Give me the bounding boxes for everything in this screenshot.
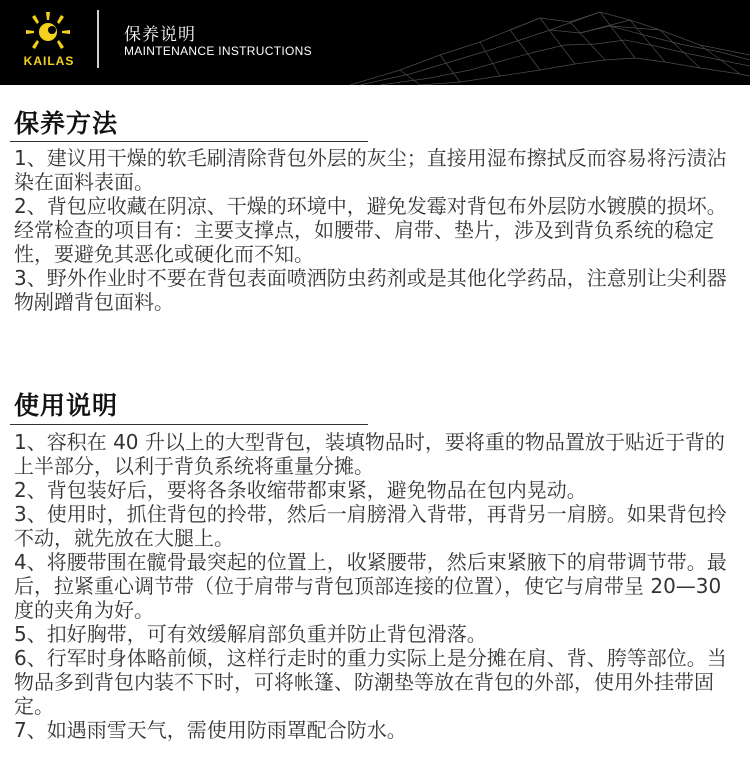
sun-logo-icon — [24, 10, 72, 52]
usage-item: 4、将腰带围在髋骨最突起的位置上，收紧腰带，然后束紧腋下的肩带调节带。最后，拉紧重心调节带（位于肩带与背包顶部连接的位置），使它与肩带呈 20—30 度的夹角为好。 — [14, 550, 727, 622]
logo-wordmark: KAILAS — [23, 54, 75, 68]
usage-section-title: 使用说明 — [14, 391, 119, 420]
maintenance-section-title: 保养方法 — [14, 109, 119, 138]
usage-item: 5、扣好胸带，可有效缓解肩部负重并防止背包滑落。 — [14, 622, 487, 646]
header-title-cn: 保养说明 — [124, 25, 196, 45]
kailas-logo — [14, 10, 84, 72]
usage-item: 3、使用时，抓住背包的拎带，然后一肩膀滑入背带，再背另一肩膀。如果背包拎不动，就先放在大腿上。 — [14, 502, 727, 550]
maintenance-item: 1、建议用干燥的软毛刷清除背包外层的灰尘；直接用湿布擦拭反而容易将污渍沾染在面料表面。 — [14, 146, 727, 194]
usage-title-underline — [10, 424, 368, 425]
usage-item: 2、背包装好后，要将各条收缩带都束紧，避免物品在包内晃动。 — [14, 478, 587, 502]
usage-item: 7、如遇雨雪天气，需使用防雨罩配合防水。 — [14, 718, 407, 742]
header-title-en: MAINTENANCE INSTRUCTIONS — [124, 44, 312, 58]
mountain-wireframe-image — [0, 0, 750, 85]
usage-item: 6、行军时身体略前倾，这样行走时的重力实际上是分摊在肩、背、胯等部位。当物品多到背包内装不下时，可将帐篷、防潮垫等放在背包的外部，使用外挂带固定。 — [14, 646, 727, 718]
maintenance-list — [14, 146, 742, 314]
header-divider — [97, 10, 99, 68]
usage-item: 1、容积在 40 升以上的大型背包，装填物品时，要将重的物品置放于贴近于背的上半部分，以利于背负系统将重量分摊。 — [14, 430, 725, 478]
usage-list — [14, 430, 742, 742]
maintenance-item: 3、野外作业时不要在背包表面喷洒防虫药剂或是其他化学药品，注意别让尖利器物剐蹭背包面料。 — [14, 266, 727, 314]
maintenance-title-underline — [10, 141, 368, 142]
maintenance-item: 2、背包应收藏在阴凉、干燥的环境中，避免发霉对背包布外层防水镀膜的损坏。经常检查的项目有：主要支撑点，如腰带、肩带、垫片，涉及到背负系统的稳定性，要避免其恶化或硬化而不知。 — [14, 194, 727, 266]
header-banner — [0, 0, 750, 85]
